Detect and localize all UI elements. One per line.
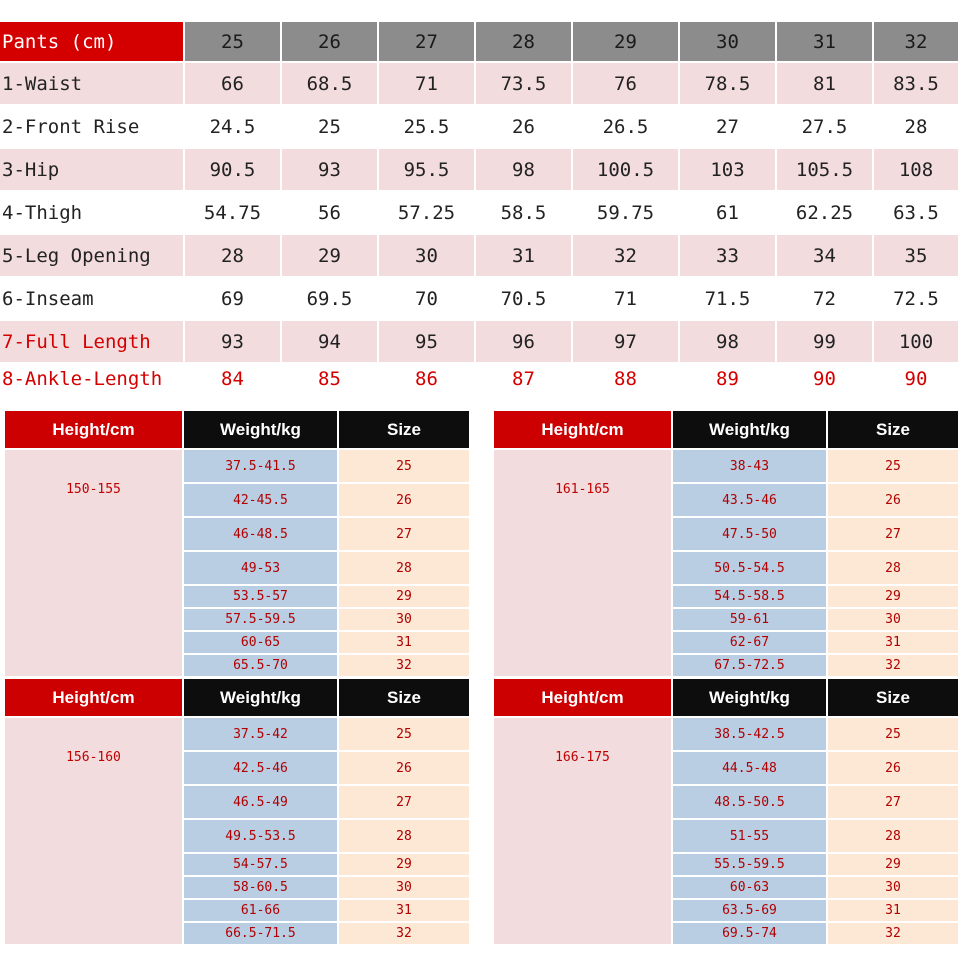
weight-range: 48.5-50.5 <box>673 786 828 820</box>
measurement-row <box>0 278 960 321</box>
measurement-value: 103 <box>680 149 777 192</box>
weight-range: 47.5-50 <box>673 518 828 552</box>
measurement-value: 26.5 <box>573 106 680 149</box>
measurement-value: 72 <box>777 278 874 321</box>
weight-range: 60-63 <box>673 877 828 900</box>
size-value: 25 <box>828 450 960 484</box>
measurement-value: 100.5 <box>573 149 680 192</box>
measurement-row <box>0 235 960 278</box>
measurement-value: 93 <box>185 321 282 364</box>
size-header: Size <box>828 679 960 718</box>
size-value: 25 <box>339 450 471 484</box>
measurement-value: 70 <box>379 278 476 321</box>
weight-range: 51-55 <box>673 820 828 854</box>
weight-range: 58-60.5 <box>184 877 339 900</box>
size-value: 30 <box>828 609 960 632</box>
size-guide-row <box>494 450 960 484</box>
measurement-value: 99 <box>777 321 874 364</box>
measurement-value: 69.5 <box>282 278 379 321</box>
measurement-label: 3-Hip <box>0 149 185 192</box>
pants-measurement-table <box>0 22 960 396</box>
weight-range: 53.5-57 <box>184 586 339 609</box>
measurement-value: 71 <box>573 278 680 321</box>
measurement-value: 96 <box>476 321 573 364</box>
size-value: 31 <box>339 900 471 923</box>
size-guide-header-row <box>494 411 960 450</box>
size-value: 29 <box>339 854 471 877</box>
weight-header: Weight/kg <box>184 679 339 718</box>
measurement-value: 95 <box>379 321 476 364</box>
weight-range: 67.5-72.5 <box>673 655 828 678</box>
weight-range: 66.5-71.5 <box>184 923 339 946</box>
weight-range: 49-53 <box>184 552 339 586</box>
size-value: 28 <box>828 820 960 854</box>
size-value: 30 <box>339 877 471 900</box>
measurement-header-label: Pants (cm) <box>0 22 185 63</box>
measurement-value: 25 <box>282 106 379 149</box>
measurement-row <box>0 364 960 396</box>
size-guide-table <box>5 411 471 678</box>
weight-range: 54.5-58.5 <box>673 586 828 609</box>
measurement-value: 35 <box>874 235 960 278</box>
size-value: 26 <box>828 484 960 518</box>
weight-range: 63.5-69 <box>673 900 828 923</box>
size-value: 26 <box>339 752 471 786</box>
height-header: Height/cm <box>5 411 184 450</box>
measurement-label: 7-Full Length <box>0 321 185 364</box>
weight-range: 65.5-70 <box>184 655 339 678</box>
measurement-value: 95.5 <box>379 149 476 192</box>
size-value: 31 <box>828 632 960 655</box>
height-range: 166-175 <box>494 718 673 946</box>
size-value: 28 <box>828 552 960 586</box>
measurement-value: 66 <box>185 63 282 106</box>
weight-range: 57.5-59.5 <box>184 609 339 632</box>
measurement-value: 57.25 <box>379 192 476 235</box>
measurement-value: 108 <box>874 149 960 192</box>
measurement-label: 1-Waist <box>0 63 185 106</box>
weight-range: 50.5-54.5 <box>673 552 828 586</box>
size-value: 29 <box>828 854 960 877</box>
size-value: 25 <box>828 718 960 752</box>
size-value: 25 <box>339 718 471 752</box>
measurement-value: 84 <box>185 364 282 396</box>
measurement-value: 58.5 <box>476 192 573 235</box>
measurement-label: 6-Inseam <box>0 278 185 321</box>
measurement-value: 90 <box>777 364 874 396</box>
size-column-header: 30 <box>680 22 777 63</box>
measurement-value: 28 <box>874 106 960 149</box>
weight-range: 61-66 <box>184 900 339 923</box>
measurement-row <box>0 321 960 364</box>
size-header: Size <box>339 679 471 718</box>
weight-range: 46-48.5 <box>184 518 339 552</box>
measurement-label: 2-Front Rise <box>0 106 185 149</box>
size-value: 32 <box>339 923 471 946</box>
weight-range: 42-45.5 <box>184 484 339 518</box>
size-value: 29 <box>339 586 471 609</box>
size-guide-header-row <box>494 679 960 718</box>
size-value: 30 <box>339 609 471 632</box>
measurement-value: 83.5 <box>874 63 960 106</box>
measurement-value: 63.5 <box>874 192 960 235</box>
size-value: 26 <box>339 484 471 518</box>
size-guide-row <box>5 450 471 484</box>
weight-header: Weight/kg <box>184 411 339 450</box>
measurement-value: 27.5 <box>777 106 874 149</box>
measurement-value: 78.5 <box>680 63 777 106</box>
weight-header: Weight/kg <box>673 411 828 450</box>
measurement-value: 27 <box>680 106 777 149</box>
measurement-value: 94 <box>282 321 379 364</box>
weight-range: 42.5-46 <box>184 752 339 786</box>
measurement-value: 100 <box>874 321 960 364</box>
size-value: 28 <box>339 820 471 854</box>
size-column-header: 27 <box>379 22 476 63</box>
measurement-header-row <box>0 22 960 63</box>
measurement-value: 32 <box>573 235 680 278</box>
measurement-value: 88 <box>573 364 680 396</box>
size-column-header: 28 <box>476 22 573 63</box>
size-guide-table <box>494 679 960 946</box>
measurement-value: 61 <box>680 192 777 235</box>
size-column-header: 32 <box>874 22 960 63</box>
measurement-value: 70.5 <box>476 278 573 321</box>
size-header: Size <box>339 411 471 450</box>
measurement-value: 31 <box>476 235 573 278</box>
size-value: 31 <box>828 900 960 923</box>
weight-range: 38-43 <box>673 450 828 484</box>
weight-range: 62-67 <box>673 632 828 655</box>
height-range: 150-155 <box>5 450 184 678</box>
size-value: 29 <box>828 586 960 609</box>
measurement-value: 54.75 <box>185 192 282 235</box>
size-guide-header-row <box>5 679 471 718</box>
size-column-header: 29 <box>573 22 680 63</box>
measurement-label: 5-Leg Opening <box>0 235 185 278</box>
weight-range: 60-65 <box>184 632 339 655</box>
measurement-value: 90.5 <box>185 149 282 192</box>
height-range: 156-160 <box>5 718 184 946</box>
size-value: 28 <box>339 552 471 586</box>
measurement-value: 33 <box>680 235 777 278</box>
size-value: 27 <box>828 518 960 552</box>
measurement-value: 69 <box>185 278 282 321</box>
height-header: Height/cm <box>494 679 673 718</box>
weight-range: 46.5-49 <box>184 786 339 820</box>
size-guide-table <box>5 679 471 946</box>
measurement-value: 85 <box>282 364 379 396</box>
measurement-value: 98 <box>680 321 777 364</box>
size-value: 30 <box>828 877 960 900</box>
measurement-row <box>0 63 960 106</box>
measurement-row <box>0 149 960 192</box>
size-value: 32 <box>828 655 960 678</box>
weight-range: 69.5-74 <box>673 923 828 946</box>
measurement-value: 62.25 <box>777 192 874 235</box>
weight-range: 38.5-42.5 <box>673 718 828 752</box>
measurement-value: 73.5 <box>476 63 573 106</box>
measurement-value: 28 <box>185 235 282 278</box>
weight-range: 59-61 <box>673 609 828 632</box>
measurement-value: 24.5 <box>185 106 282 149</box>
measurement-value: 26 <box>476 106 573 149</box>
size-value: 26 <box>828 752 960 786</box>
measurement-value: 105.5 <box>777 149 874 192</box>
measurement-value: 59.75 <box>573 192 680 235</box>
size-guide-table <box>494 411 960 678</box>
measurement-value: 97 <box>573 321 680 364</box>
measurement-value: 72.5 <box>874 278 960 321</box>
size-column-header: 25 <box>185 22 282 63</box>
height-header: Height/cm <box>5 679 184 718</box>
measurement-value: 86 <box>379 364 476 396</box>
measurement-value: 89 <box>680 364 777 396</box>
measurement-value: 30 <box>379 235 476 278</box>
measurement-value: 68.5 <box>282 63 379 106</box>
size-value: 32 <box>828 923 960 946</box>
measurement-value: 76 <box>573 63 680 106</box>
weight-range: 44.5-48 <box>673 752 828 786</box>
height-range: 161-165 <box>494 450 673 678</box>
size-value: 31 <box>339 632 471 655</box>
height-header: Height/cm <box>494 411 673 450</box>
weight-range: 49.5-53.5 <box>184 820 339 854</box>
measurement-label: 8-Ankle-Length <box>0 364 185 396</box>
weight-range: 55.5-59.5 <box>673 854 828 877</box>
size-value: 27 <box>339 518 471 552</box>
measurement-value: 29 <box>282 235 379 278</box>
weight-header: Weight/kg <box>673 679 828 718</box>
measurement-value: 93 <box>282 149 379 192</box>
measurement-value: 71 <box>379 63 476 106</box>
weight-range: 37.5-41.5 <box>184 450 339 484</box>
measurement-label: 4-Thigh <box>0 192 185 235</box>
size-value: 27 <box>339 786 471 820</box>
weight-range: 43.5-46 <box>673 484 828 518</box>
measurement-value: 56 <box>282 192 379 235</box>
measurement-value: 34 <box>777 235 874 278</box>
measurement-value: 81 <box>777 63 874 106</box>
size-header: Size <box>828 411 960 450</box>
size-guide-row <box>5 718 471 752</box>
measurement-row <box>0 106 960 149</box>
measurement-row <box>0 192 960 235</box>
measurement-value: 90 <box>874 364 960 396</box>
measurement-value: 98 <box>476 149 573 192</box>
measurement-value: 87 <box>476 364 573 396</box>
size-guide-row <box>494 718 960 752</box>
size-guide-header-row <box>5 411 471 450</box>
measurement-value: 25.5 <box>379 106 476 149</box>
measurement-value: 71.5 <box>680 278 777 321</box>
size-column-header: 31 <box>777 22 874 63</box>
weight-range: 54-57.5 <box>184 854 339 877</box>
size-value: 27 <box>828 786 960 820</box>
weight-range: 37.5-42 <box>184 718 339 752</box>
size-value: 32 <box>339 655 471 678</box>
size-column-header: 26 <box>282 22 379 63</box>
